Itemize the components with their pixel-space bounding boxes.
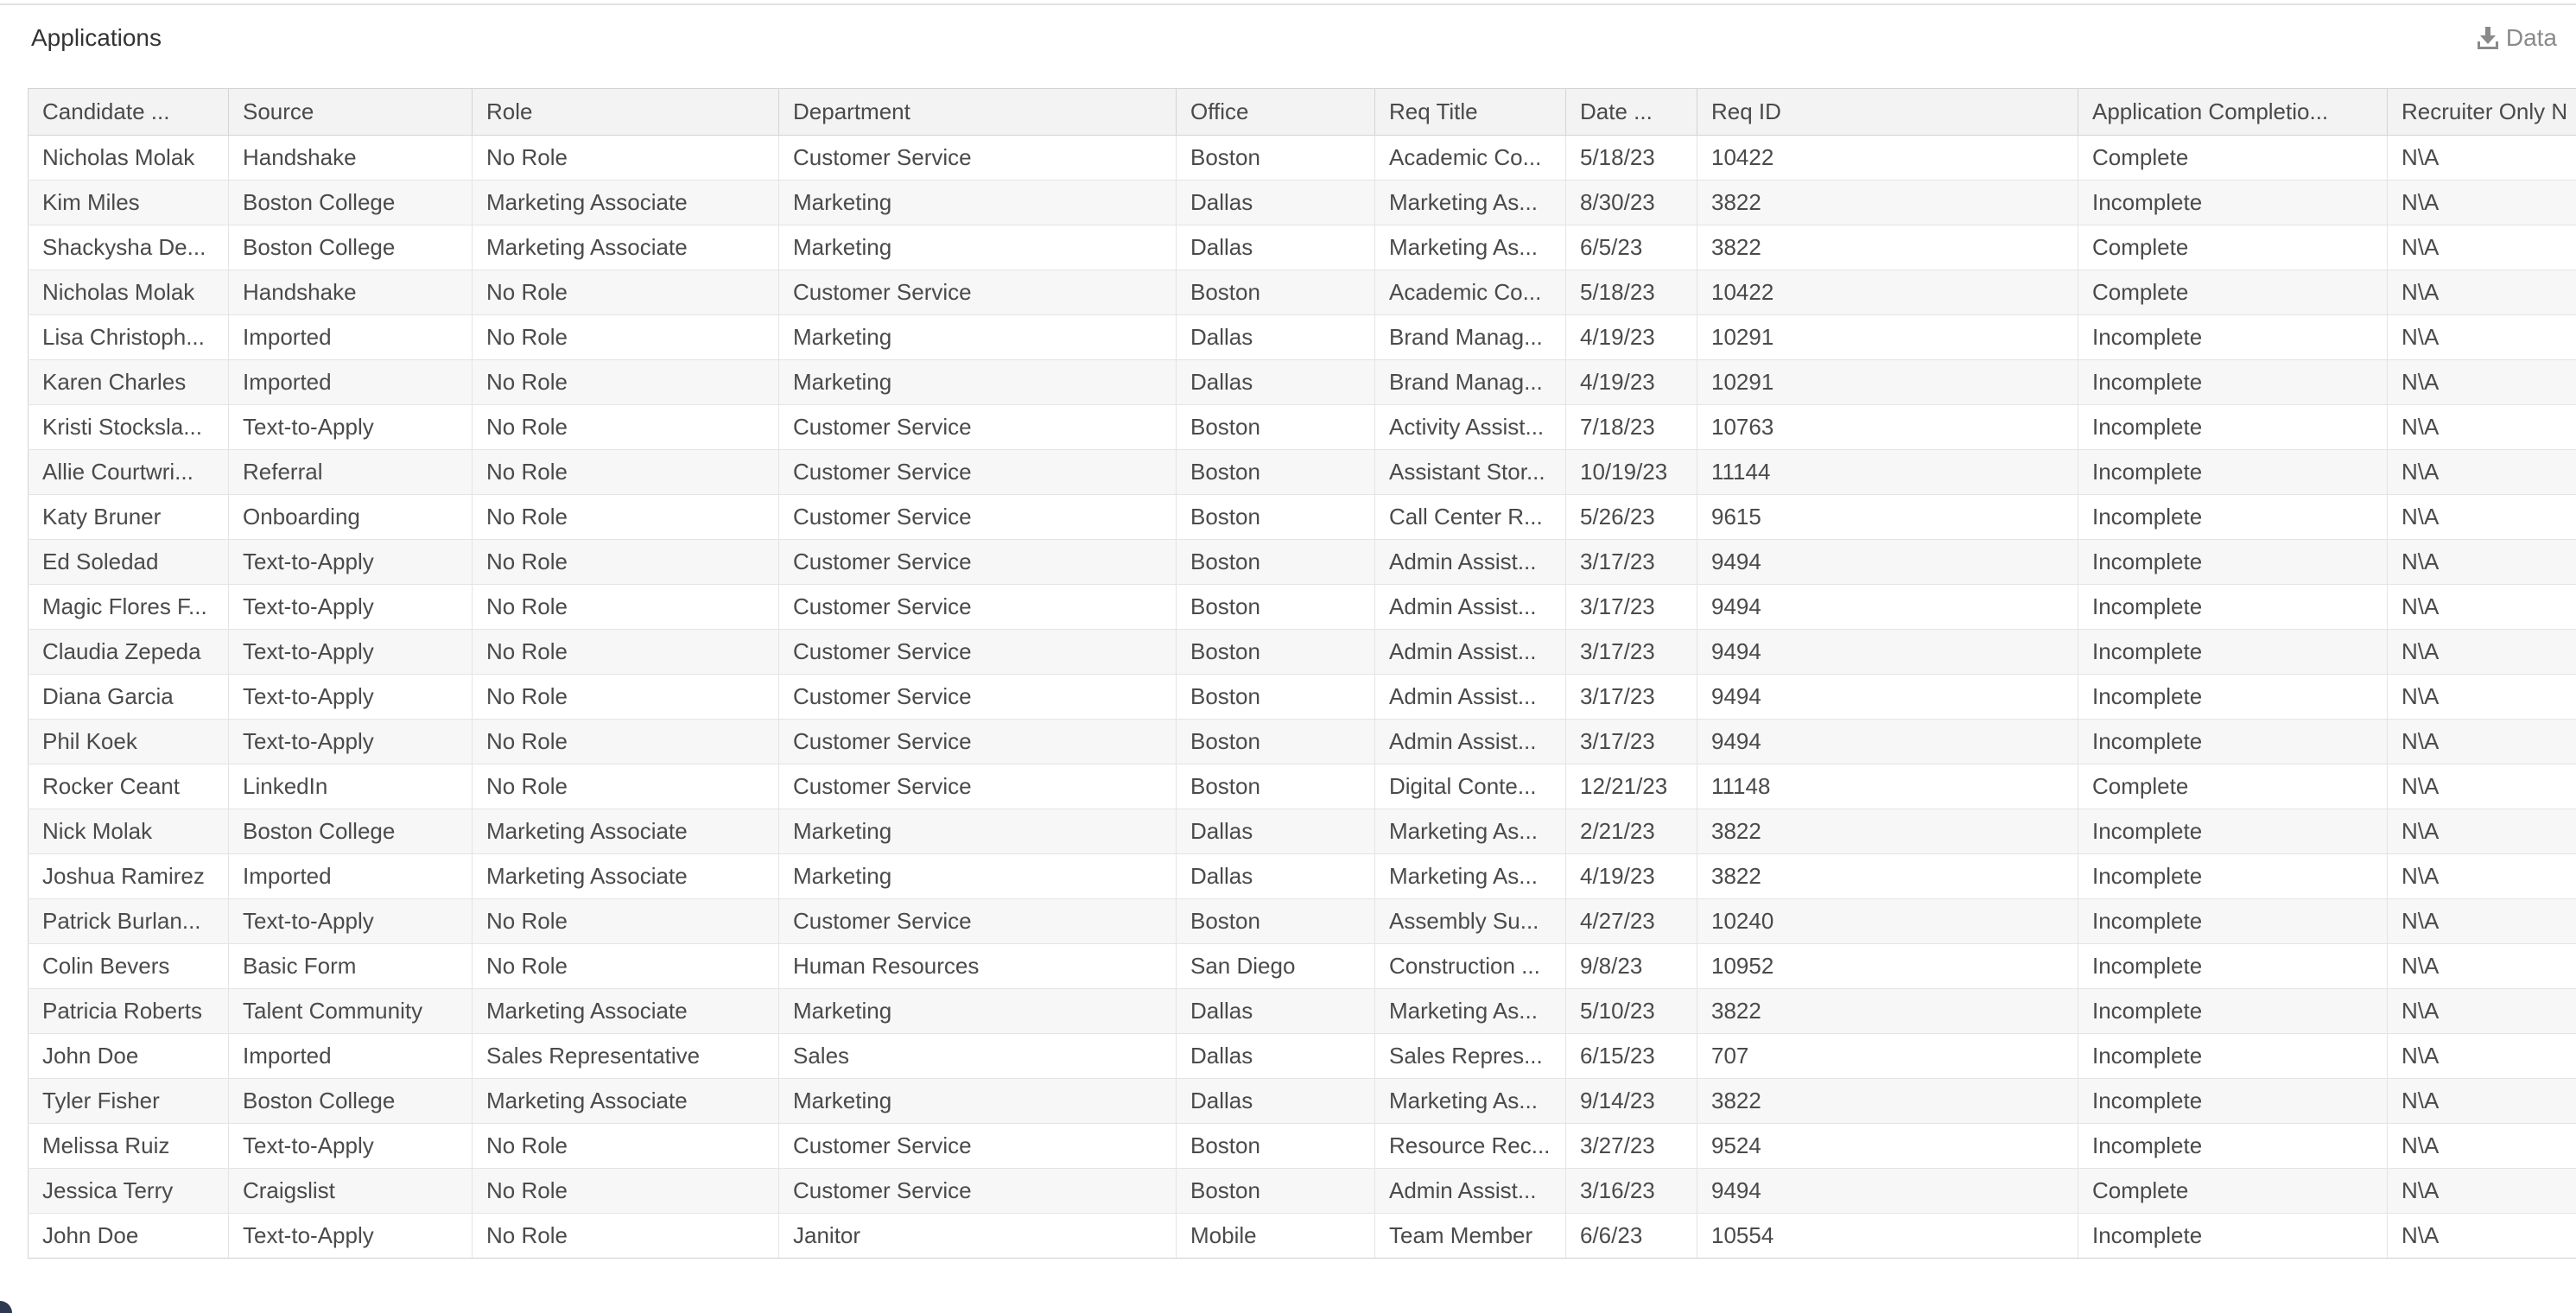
source-cell: Imported	[229, 854, 473, 899]
completion-status-cell: Incomplete	[2078, 405, 2388, 450]
date-cell: 3/27/23	[1566, 1124, 1697, 1169]
source-cell: Text-to-Apply	[229, 585, 473, 630]
candidate-cell: John Doe	[29, 1034, 229, 1079]
office-cell: Boston	[1177, 450, 1375, 495]
candidate-cell: Jessica Terry	[29, 1169, 229, 1214]
table-row[interactable]	[29, 1034, 2576, 1079]
req-id-cell: 9494	[1697, 585, 2078, 630]
table-row[interactable]	[29, 1169, 2576, 1214]
candidate-cell: Magic Flores F...	[29, 585, 229, 630]
completion-status-cell: Incomplete	[2078, 1214, 2388, 1259]
source-cell: LinkedIn	[229, 764, 473, 809]
table-row[interactable]	[29, 495, 2576, 540]
table-row[interactable]	[29, 225, 2576, 270]
candidate-cell: Patrick Burlan...	[29, 899, 229, 944]
completion-status-cell: Complete	[2078, 270, 2388, 315]
column-header-date[interactable]: Date ...	[1566, 89, 1697, 136]
office-cell: Boston	[1177, 540, 1375, 585]
data-button-label: Data	[2505, 24, 2557, 51]
role-cell: Marketing Associate	[473, 1079, 779, 1124]
completion-status-cell: Incomplete	[2078, 630, 2388, 675]
candidate-cell: Kristi Stocksla...	[29, 405, 229, 450]
office-cell: Boston	[1177, 720, 1375, 764]
office-cell: Boston	[1177, 630, 1375, 675]
source-cell: Imported	[229, 1034, 473, 1079]
recruiter-notes-cell: N\A	[2388, 181, 2576, 225]
recruiter-notes-cell: N\A	[2388, 450, 2576, 495]
req-title-cell: Brand Manag...	[1375, 315, 1566, 360]
req-id-cell: 10291	[1697, 360, 2078, 405]
department-cell: Customer Service	[779, 495, 1177, 540]
req-title-cell: Admin Assist...	[1375, 720, 1566, 764]
req-id-cell: 9494	[1697, 720, 2078, 764]
date-cell: 3/16/23	[1566, 1169, 1697, 1214]
source-cell: Onboarding	[229, 495, 473, 540]
completion-status-cell: Incomplete	[2078, 360, 2388, 405]
req-id-cell: 3822	[1697, 181, 2078, 225]
date-cell: 3/17/23	[1566, 585, 1697, 630]
completion-status-cell: Incomplete	[2078, 450, 2388, 495]
office-cell: Dallas	[1177, 181, 1375, 225]
office-cell: Dallas	[1177, 225, 1375, 270]
candidate-cell: Kim Miles	[29, 181, 229, 225]
department-cell: Customer Service	[779, 270, 1177, 315]
table-row[interactable]	[29, 1124, 2576, 1169]
role-cell: Marketing Associate	[473, 854, 779, 899]
recruiter-notes-cell: N\A	[2388, 540, 2576, 585]
req-title-cell: Sales Repres...	[1375, 1034, 1566, 1079]
date-cell: 3/17/23	[1566, 675, 1697, 720]
recruiter-notes-cell: N\A	[2388, 405, 2576, 450]
column-header-req-id[interactable]: Req ID	[1697, 89, 2078, 136]
source-cell: Imported	[229, 315, 473, 360]
department-cell: Customer Service	[779, 585, 1177, 630]
department-cell: Janitor	[779, 1214, 1177, 1259]
role-cell: No Role	[473, 136, 779, 181]
table-row[interactable]	[29, 809, 2576, 854]
candidate-cell: Allie Courtwri...	[29, 450, 229, 495]
candidate-cell: Rocker Ceant	[29, 764, 229, 809]
req-title-cell: Marketing As...	[1375, 989, 1566, 1034]
req-id-cell: 3822	[1697, 989, 2078, 1034]
table-row[interactable]	[29, 1079, 2576, 1124]
date-cell: 4/27/23	[1566, 899, 1697, 944]
role-cell: Marketing Associate	[473, 181, 779, 225]
date-cell: 5/18/23	[1566, 270, 1697, 315]
source-cell: Boston College	[229, 1079, 473, 1124]
completion-status-cell: Incomplete	[2078, 540, 2388, 585]
completion-status-cell: Incomplete	[2078, 944, 2388, 989]
req-id-cell: 10422	[1697, 270, 2078, 315]
recruiter-notes-cell: N\A	[2388, 899, 2576, 944]
role-cell: No Role	[473, 315, 779, 360]
table-row[interactable]	[29, 989, 2576, 1034]
completion-status-cell: Incomplete	[2078, 899, 2388, 944]
req-id-cell: 10291	[1697, 315, 2078, 360]
applications-table	[28, 88, 2576, 1259]
req-title-cell: Academic Co...	[1375, 270, 1566, 315]
table-row[interactable]	[29, 944, 2576, 989]
department-cell: Customer Service	[779, 450, 1177, 495]
department-cell: Customer Service	[779, 1124, 1177, 1169]
top-divider	[0, 3, 2576, 5]
role-cell: No Role	[473, 270, 779, 315]
source-cell: Text-to-Apply	[229, 630, 473, 675]
window-corner	[0, 1301, 12, 1313]
source-cell: Imported	[229, 360, 473, 405]
completion-status-cell: Incomplete	[2078, 854, 2388, 899]
office-cell: Boston	[1177, 136, 1375, 181]
req-title-cell: Brand Manag...	[1375, 360, 1566, 405]
candidate-cell: John Doe	[29, 1214, 229, 1259]
source-cell: Handshake	[229, 270, 473, 315]
req-id-cell: 10554	[1697, 1214, 2078, 1259]
department-cell: Customer Service	[779, 899, 1177, 944]
req-title-cell: Activity Assist...	[1375, 405, 1566, 450]
table-row[interactable]	[29, 315, 2576, 360]
completion-status-cell: Incomplete	[2078, 1034, 2388, 1079]
req-title-cell: Assembly Su...	[1375, 899, 1566, 944]
panel-title: Applications	[31, 24, 162, 51]
req-id-cell: 9494	[1697, 630, 2078, 675]
office-cell: Boston	[1177, 675, 1375, 720]
source-cell: Boston College	[229, 809, 473, 854]
office-cell: Boston	[1177, 585, 1375, 630]
department-cell: Marketing	[779, 315, 1177, 360]
completion-status-cell: Incomplete	[2078, 1079, 2388, 1124]
source-cell: Craigslist	[229, 1169, 473, 1214]
candidate-cell: Nicholas Molak	[29, 270, 229, 315]
source-cell: Text-to-Apply	[229, 675, 473, 720]
completion-status-cell: Incomplete	[2078, 1124, 2388, 1169]
candidate-cell: Katy Bruner	[29, 495, 229, 540]
department-cell: Customer Service	[779, 1169, 1177, 1214]
column-header-department[interactable]: Department	[779, 89, 1177, 136]
table-header-row	[29, 89, 2576, 136]
column-header-office[interactable]: Office	[1177, 89, 1375, 136]
office-cell: Dallas	[1177, 854, 1375, 899]
candidate-cell: Nicholas Molak	[29, 136, 229, 181]
department-cell: Marketing	[779, 360, 1177, 405]
source-cell: Talent Community	[229, 989, 473, 1034]
office-cell: Boston	[1177, 764, 1375, 809]
role-cell: Marketing Associate	[473, 809, 779, 854]
recruiter-notes-cell: N\A	[2388, 720, 2576, 764]
role-cell: Sales Representative	[473, 1034, 779, 1079]
department-cell: Human Resources	[779, 944, 1177, 989]
req-id-cell: 9615	[1697, 495, 2078, 540]
applications-table-container[interactable]	[28, 88, 2576, 1266]
completion-status-cell: Incomplete	[2078, 989, 2388, 1034]
role-cell: No Role	[473, 899, 779, 944]
role-cell: No Role	[473, 764, 779, 809]
candidate-cell: Patricia Roberts	[29, 989, 229, 1034]
recruiter-notes-cell: N\A	[2388, 630, 2576, 675]
office-cell: Dallas	[1177, 315, 1375, 360]
table-row[interactable]	[29, 854, 2576, 899]
req-id-cell: 3822	[1697, 1079, 2078, 1124]
table-row[interactable]	[29, 136, 2576, 181]
source-cell: Text-to-Apply	[229, 899, 473, 944]
candidate-cell: Diana Garcia	[29, 675, 229, 720]
req-id-cell: 3822	[1697, 809, 2078, 854]
table-row[interactable]	[29, 585, 2576, 630]
candidate-cell: Colin Bevers	[29, 944, 229, 989]
recruiter-notes-cell: N\A	[2388, 675, 2576, 720]
department-cell: Customer Service	[779, 764, 1177, 809]
completion-status-cell: Incomplete	[2078, 585, 2388, 630]
completion-status-cell: Complete	[2078, 1169, 2388, 1214]
source-cell: Text-to-Apply	[229, 405, 473, 450]
req-title-cell: Admin Assist...	[1375, 540, 1566, 585]
req-title-cell: Team Member	[1375, 1214, 1566, 1259]
department-cell: Customer Service	[779, 720, 1177, 764]
office-cell: Boston	[1177, 899, 1375, 944]
column-header-application-completion[interactable]: Application Completio...	[2078, 89, 2388, 136]
completion-status-cell: Complete	[2078, 136, 2388, 181]
role-cell: No Role	[473, 360, 779, 405]
date-cell: 3/17/23	[1566, 630, 1697, 675]
department-cell: Customer Service	[779, 405, 1177, 450]
department-cell: Marketing	[779, 225, 1177, 270]
req-id-cell: 9494	[1697, 1169, 2078, 1214]
source-cell: Text-to-Apply	[229, 1214, 473, 1259]
req-id-cell: 11144	[1697, 450, 2078, 495]
date-cell: 8/30/23	[1566, 181, 1697, 225]
office-cell: Boston	[1177, 405, 1375, 450]
completion-status-cell: Incomplete	[2078, 181, 2388, 225]
date-cell: 12/21/23	[1566, 764, 1697, 809]
date-cell: 6/15/23	[1566, 1034, 1697, 1079]
office-cell: Dallas	[1177, 1034, 1375, 1079]
role-cell: Marketing Associate	[473, 225, 779, 270]
source-cell: Text-to-Apply	[229, 540, 473, 585]
department-cell: Marketing	[779, 1079, 1177, 1124]
department-cell: Customer Service	[779, 630, 1177, 675]
column-header-source[interactable]: Source	[229, 89, 473, 136]
role-cell: No Role	[473, 540, 779, 585]
date-cell: 2/21/23	[1566, 809, 1697, 854]
source-cell: Referral	[229, 450, 473, 495]
table-row[interactable]	[29, 899, 2576, 944]
candidate-cell: Joshua Ramirez	[29, 854, 229, 899]
req-title-cell: Marketing As...	[1375, 854, 1566, 899]
date-cell: 5/26/23	[1566, 495, 1697, 540]
source-cell: Basic Form	[229, 944, 473, 989]
date-cell: 9/14/23	[1566, 1079, 1697, 1124]
table-row[interactable]	[29, 181, 2576, 225]
office-cell: San Diego	[1177, 944, 1375, 989]
req-id-cell: 10763	[1697, 405, 2078, 450]
role-cell: No Role	[473, 944, 779, 989]
date-cell: 5/10/23	[1566, 989, 1697, 1034]
recruiter-notes-cell: N\A	[2388, 1124, 2576, 1169]
date-cell: 9/8/23	[1566, 944, 1697, 989]
req-title-cell: Resource Rec...	[1375, 1124, 1566, 1169]
date-cell: 3/17/23	[1566, 720, 1697, 764]
req-title-cell: Admin Assist...	[1375, 630, 1566, 675]
column-header-req-title[interactable]: Req Title	[1375, 89, 1566, 136]
recruiter-notes-cell: N\A	[2388, 989, 2576, 1034]
recruiter-notes-cell: N\A	[2388, 136, 2576, 181]
req-id-cell: 10952	[1697, 944, 2078, 989]
req-id-cell: 10240	[1697, 899, 2078, 944]
source-cell: Boston College	[229, 225, 473, 270]
req-title-cell: Admin Assist...	[1375, 1169, 1566, 1214]
candidate-cell: Claudia Zepeda	[29, 630, 229, 675]
date-cell: 4/19/23	[1566, 360, 1697, 405]
date-cell: 10/19/23	[1566, 450, 1697, 495]
recruiter-notes-cell: N\A	[2388, 1034, 2576, 1079]
column-header-recruiter-only-notes[interactable]: Recruiter Only N	[2388, 89, 2576, 136]
office-cell: Boston	[1177, 270, 1375, 315]
candidate-cell: Shackysha De...	[29, 225, 229, 270]
req-title-cell: Digital Conte...	[1375, 764, 1566, 809]
role-cell: No Role	[473, 630, 779, 675]
role-cell: No Role	[473, 1124, 779, 1169]
req-id-cell: 3822	[1697, 225, 2078, 270]
department-cell: Customer Service	[779, 675, 1177, 720]
completion-status-cell: Incomplete	[2078, 720, 2388, 764]
completion-status-cell: Incomplete	[2078, 675, 2388, 720]
role-cell: No Role	[473, 585, 779, 630]
recruiter-notes-cell: N\A	[2388, 809, 2576, 854]
req-title-cell: Assistant Stor...	[1375, 450, 1566, 495]
date-cell: 6/6/23	[1566, 1214, 1697, 1259]
req-title-cell: Marketing As...	[1375, 809, 1566, 854]
download-icon	[2477, 26, 2499, 50]
table-row[interactable]	[29, 450, 2576, 495]
source-cell: Boston College	[229, 181, 473, 225]
req-title-cell: Construction ...	[1375, 944, 1566, 989]
recruiter-notes-cell: N\A	[2388, 944, 2576, 989]
completion-status-cell: Incomplete	[2078, 495, 2388, 540]
req-id-cell: 9524	[1697, 1124, 2078, 1169]
req-id-cell: 9494	[1697, 675, 2078, 720]
source-cell: Handshake	[229, 136, 473, 181]
candidate-cell: Phil Koek	[29, 720, 229, 764]
recruiter-notes-cell: N\A	[2388, 225, 2576, 270]
date-cell: 6/5/23	[1566, 225, 1697, 270]
department-cell: Customer Service	[779, 540, 1177, 585]
table-row[interactable]	[29, 764, 2576, 809]
candidate-cell: Tyler Fisher	[29, 1079, 229, 1124]
department-cell: Marketing	[779, 809, 1177, 854]
req-title-cell: Call Center R...	[1375, 495, 1566, 540]
column-header-candidate[interactable]: Candidate ...	[29, 89, 229, 136]
role-cell: No Role	[473, 405, 779, 450]
department-cell: Customer Service	[779, 136, 1177, 181]
candidate-cell: Nick Molak	[29, 809, 229, 854]
table-row[interactable]	[29, 1214, 2576, 1259]
table-row[interactable]	[29, 270, 2576, 315]
table-row[interactable]	[29, 630, 2576, 675]
role-cell: No Role	[473, 495, 779, 540]
recruiter-notes-cell: N\A	[2388, 270, 2576, 315]
role-cell: No Role	[473, 1214, 779, 1259]
recruiter-notes-cell: N\A	[2388, 1169, 2576, 1214]
table-row[interactable]	[29, 360, 2576, 405]
department-cell: Sales	[779, 1034, 1177, 1079]
candidate-cell: Melissa Ruiz	[29, 1124, 229, 1169]
date-cell: 7/18/23	[1566, 405, 1697, 450]
date-cell: 4/19/23	[1566, 854, 1697, 899]
completion-status-cell: Incomplete	[2078, 315, 2388, 360]
req-title-cell: Admin Assist...	[1375, 675, 1566, 720]
completion-status-cell: Incomplete	[2078, 809, 2388, 854]
office-cell: Boston	[1177, 1124, 1375, 1169]
req-id-cell: 9494	[1697, 540, 2078, 585]
role-cell: No Role	[473, 720, 779, 764]
req-title-cell: Admin Assist...	[1375, 585, 1566, 630]
recruiter-notes-cell: N\A	[2388, 764, 2576, 809]
candidate-cell: Lisa Christoph...	[29, 315, 229, 360]
recruiter-notes-cell: N\A	[2388, 585, 2576, 630]
table-row[interactable]	[29, 405, 2576, 450]
req-title-cell: Marketing As...	[1375, 1079, 1566, 1124]
role-cell: Marketing Associate	[473, 989, 779, 1034]
completion-status-cell: Complete	[2078, 764, 2388, 809]
office-cell: Boston	[1177, 495, 1375, 540]
recruiter-notes-cell: N\A	[2388, 1079, 2576, 1124]
source-cell: Text-to-Apply	[229, 720, 473, 764]
column-header-role[interactable]: Role	[473, 89, 779, 136]
recruiter-notes-cell: N\A	[2388, 1214, 2576, 1259]
req-id-cell: 3822	[1697, 854, 2078, 899]
download-data-button[interactable]	[2477, 24, 2557, 52]
department-cell: Marketing	[779, 181, 1177, 225]
req-id-cell: 707	[1697, 1034, 2078, 1079]
office-cell: Dallas	[1177, 360, 1375, 405]
req-title-cell: Marketing As...	[1375, 225, 1566, 270]
department-cell: Marketing	[779, 854, 1177, 899]
table-body	[29, 136, 2576, 1259]
date-cell: 5/18/23	[1566, 136, 1697, 181]
date-cell: 4/19/23	[1566, 315, 1697, 360]
req-id-cell: 10422	[1697, 136, 2078, 181]
table-row[interactable]	[29, 720, 2576, 764]
candidate-cell: Ed Soledad	[29, 540, 229, 585]
date-cell: 3/17/23	[1566, 540, 1697, 585]
recruiter-notes-cell: N\A	[2388, 360, 2576, 405]
recruiter-notes-cell: N\A	[2388, 854, 2576, 899]
req-title-cell: Marketing As...	[1375, 181, 1566, 225]
office-cell: Dallas	[1177, 1079, 1375, 1124]
source-cell: Text-to-Apply	[229, 1124, 473, 1169]
office-cell: Dallas	[1177, 989, 1375, 1034]
role-cell: No Role	[473, 675, 779, 720]
recruiter-notes-cell: N\A	[2388, 495, 2576, 540]
recruiter-notes-cell: N\A	[2388, 315, 2576, 360]
completion-status-cell: Complete	[2078, 225, 2388, 270]
req-id-cell: 11148	[1697, 764, 2078, 809]
role-cell: No Role	[473, 450, 779, 495]
department-cell: Marketing	[779, 989, 1177, 1034]
office-cell: Dallas	[1177, 809, 1375, 854]
req-title-cell: Academic Co...	[1375, 136, 1566, 181]
office-cell: Mobile	[1177, 1214, 1375, 1259]
table-row[interactable]	[29, 675, 2576, 720]
office-cell: Boston	[1177, 1169, 1375, 1214]
table-row[interactable]	[29, 540, 2576, 585]
role-cell: No Role	[473, 1169, 779, 1214]
candidate-cell: Karen Charles	[29, 360, 229, 405]
